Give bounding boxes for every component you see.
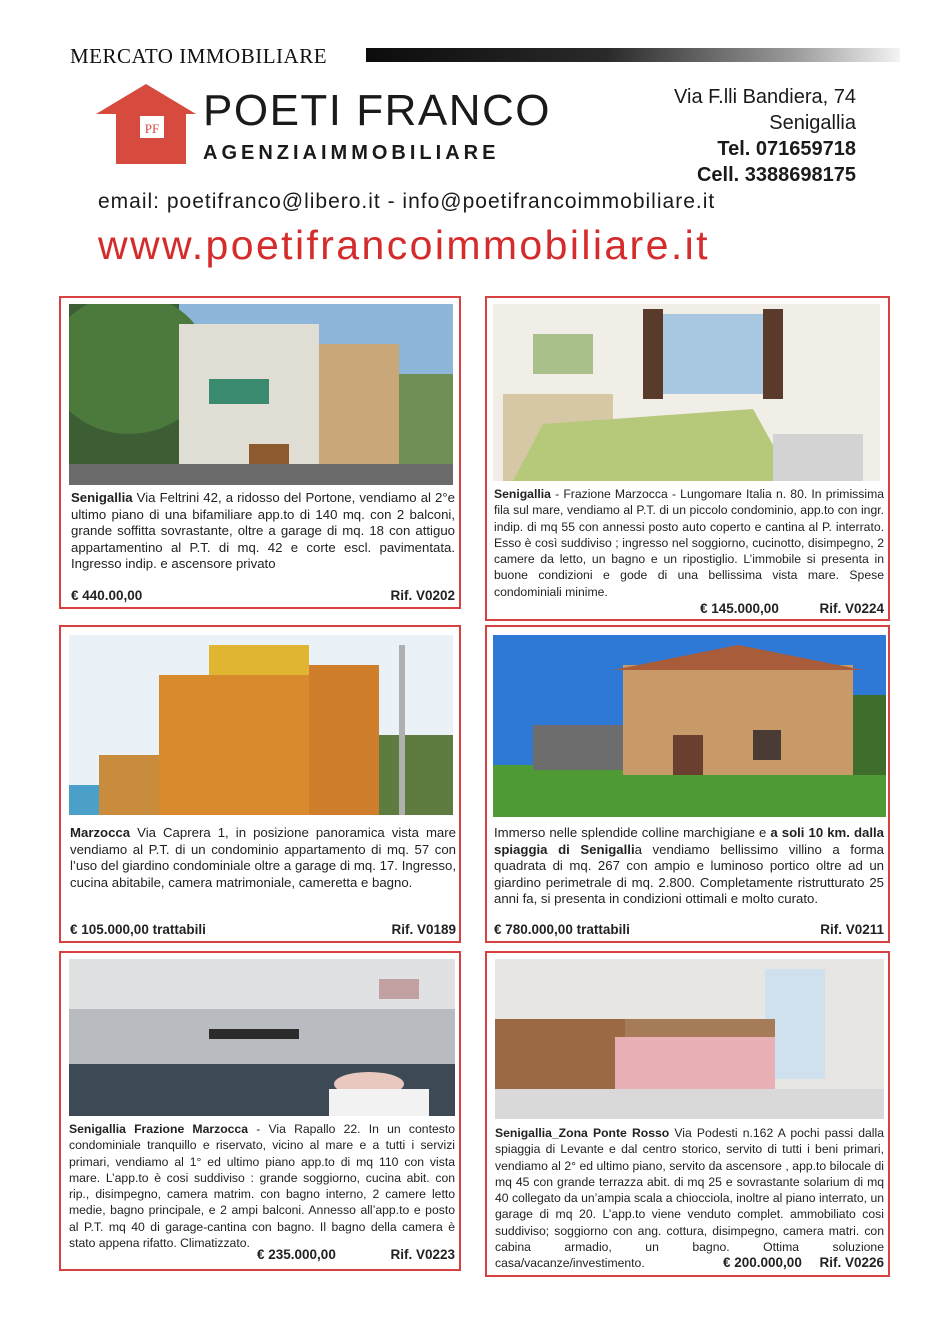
listing-price: € 200.000,00 xyxy=(723,1255,802,1270)
orange-building-photo xyxy=(69,635,453,815)
listing-description: Senigallia_Zona Ponte Rosso Via Podesti n.162 A pochi passi dalla spiaggia di Levante e dal centro storico, servito di tutti i beni primari, vendiamo al 2° ed ultimo piano, servito da ascensore , app.to bilocale di mq 45 con grande terrazza abit. di mq 25 e sovrastante solarium di mq 40 collegato da un’ampia scala a chiocciola, inoltre al piano interrato, un garage di mq 20. L’app.to viene venduto complet. ammobiliato cosi suddiviso; soggiorno con ang. cottura, disimpegno, camera matri. con cabina armadio, un bagno. Ottima soluzione casa/vacanze/investimento. xyxy=(495,1126,884,1271)
cell-line: Cell. 3388698175 xyxy=(696,164,856,186)
website-link[interactable]: www.poetifrancoimmobiliare.it xyxy=(98,222,710,268)
price-row xyxy=(70,922,456,937)
house-two-storey-photo xyxy=(69,304,453,485)
listing-ref: Rif. V0224 xyxy=(819,601,884,616)
listing-description: Immerso nelle splendide colline marchigiane e a soli 10 km. dalla spiaggia di Senigallia vendiamo bellissimo villino a forma quadrata di mq. 267 con ampio e luminoso portico oltre ad un giardino perimetrale di mq. 2.800. Completamente ristrutturato 25 anni fa, si presenta in condizioni ottimali e molto curato. xyxy=(494,825,885,907)
listing-price: € 145.000,00 xyxy=(700,601,779,616)
price-row xyxy=(494,922,884,937)
listing-ref: Rif. V0202 xyxy=(390,588,455,603)
listing-price: € 235.000,00 xyxy=(257,1247,336,1262)
listing-location: Senigallia_Zona Ponte Rosso xyxy=(495,1126,670,1140)
listing-description: Senigallia - Frazione Marzocca - Lungomare Italia n. 80. In primissima fila sul mare, vendiamo al P.T. di un piccolo condominio, app.to con ingr. indip. di mq 55 con annessi posto auto coperto e cantina al P. interrato. Esso è così suddiviso ; ingresso nel soggiorno, cucinotto, disimpegno, 2 camere da letto, un bagno e un ripostiglio. L’immobile si presenta in buone condizioni e gode di una bellissima vista mare. Spese condominiali minime. xyxy=(494,487,884,599)
phone-line: Tel. 071659718 xyxy=(717,138,856,160)
section-label: MERCATO IMMOBILIARE xyxy=(70,44,328,68)
listing-price: € 440.00,00 xyxy=(71,588,143,603)
price-row xyxy=(257,1247,455,1262)
listing-highlight: a soli 10 km. dalla spiaggia di Senigalli xyxy=(494,825,885,857)
agency-subtitle: AGENZIAIMMOBILIARE xyxy=(203,142,500,164)
listing-description: Marzocca Via Caprera 1, in posizione panoramica vista mare vendiamo al P.T. di un condominio appartamento di mq. 57 con l’uso del giardino condominiale oltre a garage di mq. 17. Ingresso, cucina abitabile, camera matrimoniale, cameretta e bagno. xyxy=(70,825,456,890)
agency-logo xyxy=(96,84,196,164)
city: Senigallia xyxy=(769,112,856,134)
listing-card-3[interactable] xyxy=(59,625,461,943)
contact-block xyxy=(674,84,856,188)
header-gradient-bar xyxy=(366,48,900,62)
listing-location: Marzocca xyxy=(70,825,131,840)
listing-location: Senigallia Frazione Marzocca xyxy=(69,1122,248,1136)
agency-name: POETI FRANCO xyxy=(203,86,552,135)
listing-description: Senigallia Via Feltrini 42, a ridosso del Portone, vendiamo al 2°e ultimo piano di una bifamiliare app.to di 140 mq. con 2 balconi, grande soffitta sovrastante, oltre a garage di mq. 18 con attiguo appartamentino al P.T. di mq. 42 e corte escl. pavimentata. Ingresso indip. e ascensore privato xyxy=(71,490,455,572)
dining-room-photo xyxy=(493,304,880,481)
bedroom-photo xyxy=(495,959,884,1119)
listing-ref: Rif. V0223 xyxy=(390,1247,455,1262)
listing-ref: Rif. V0211 xyxy=(820,922,884,937)
listing-card-4[interactable] xyxy=(485,625,890,943)
price-row xyxy=(71,588,455,603)
logo-monogram: PF xyxy=(144,121,160,136)
listing-ref: Rif. V0226 xyxy=(819,1255,884,1270)
listing-card-2[interactable] xyxy=(485,296,890,621)
price-row xyxy=(700,601,884,616)
kitchen-photo xyxy=(69,959,455,1116)
listing-ref: Rif. V0189 xyxy=(391,922,456,937)
listing-price: € 780.000,00 trattabili xyxy=(494,922,630,937)
listing-location: Senigallia xyxy=(494,487,551,501)
listing-location: Senigallia xyxy=(71,490,133,505)
address: Via F.lli Bandiera, 74 xyxy=(674,86,856,108)
listing-card-5[interactable] xyxy=(59,951,461,1271)
cell-number: 3388698175 xyxy=(744,164,856,186)
brick-villa-photo xyxy=(493,635,886,817)
listing-description: Senigallia Frazione Marzocca - Via Rapallo 22. In un contesto condominiale tranquillo e riservato, vicino al mare e a tutti i servizi primari, vendiamo al 1° ed ultimo piano app.to di mq 110 con vista mare. L’app.to è cosi suddiviso : grande soggiorno, cucina abit. con rip., disimpegno, camera matrim. con bagno interno, 2 camere letto medie, bagno principale, e 2 ampi balconi. Annesso all’app.to e posto al P.T. mq 40 di garage-cantina con bagno. Il bagno della camera è stato appena rifatto. Climatizzato. xyxy=(69,1122,455,1251)
email-line[interactable]: email: poetifranco@libero.it - info@poetifrancoimmobiliare.it xyxy=(98,190,716,213)
listing-price: € 105.000,00 trattabili xyxy=(70,922,206,937)
price-row xyxy=(723,1255,884,1270)
listing-card-6[interactable] xyxy=(485,951,890,1277)
listing-card-1[interactable] xyxy=(59,296,461,609)
phone-number: 071659718 xyxy=(755,138,856,160)
